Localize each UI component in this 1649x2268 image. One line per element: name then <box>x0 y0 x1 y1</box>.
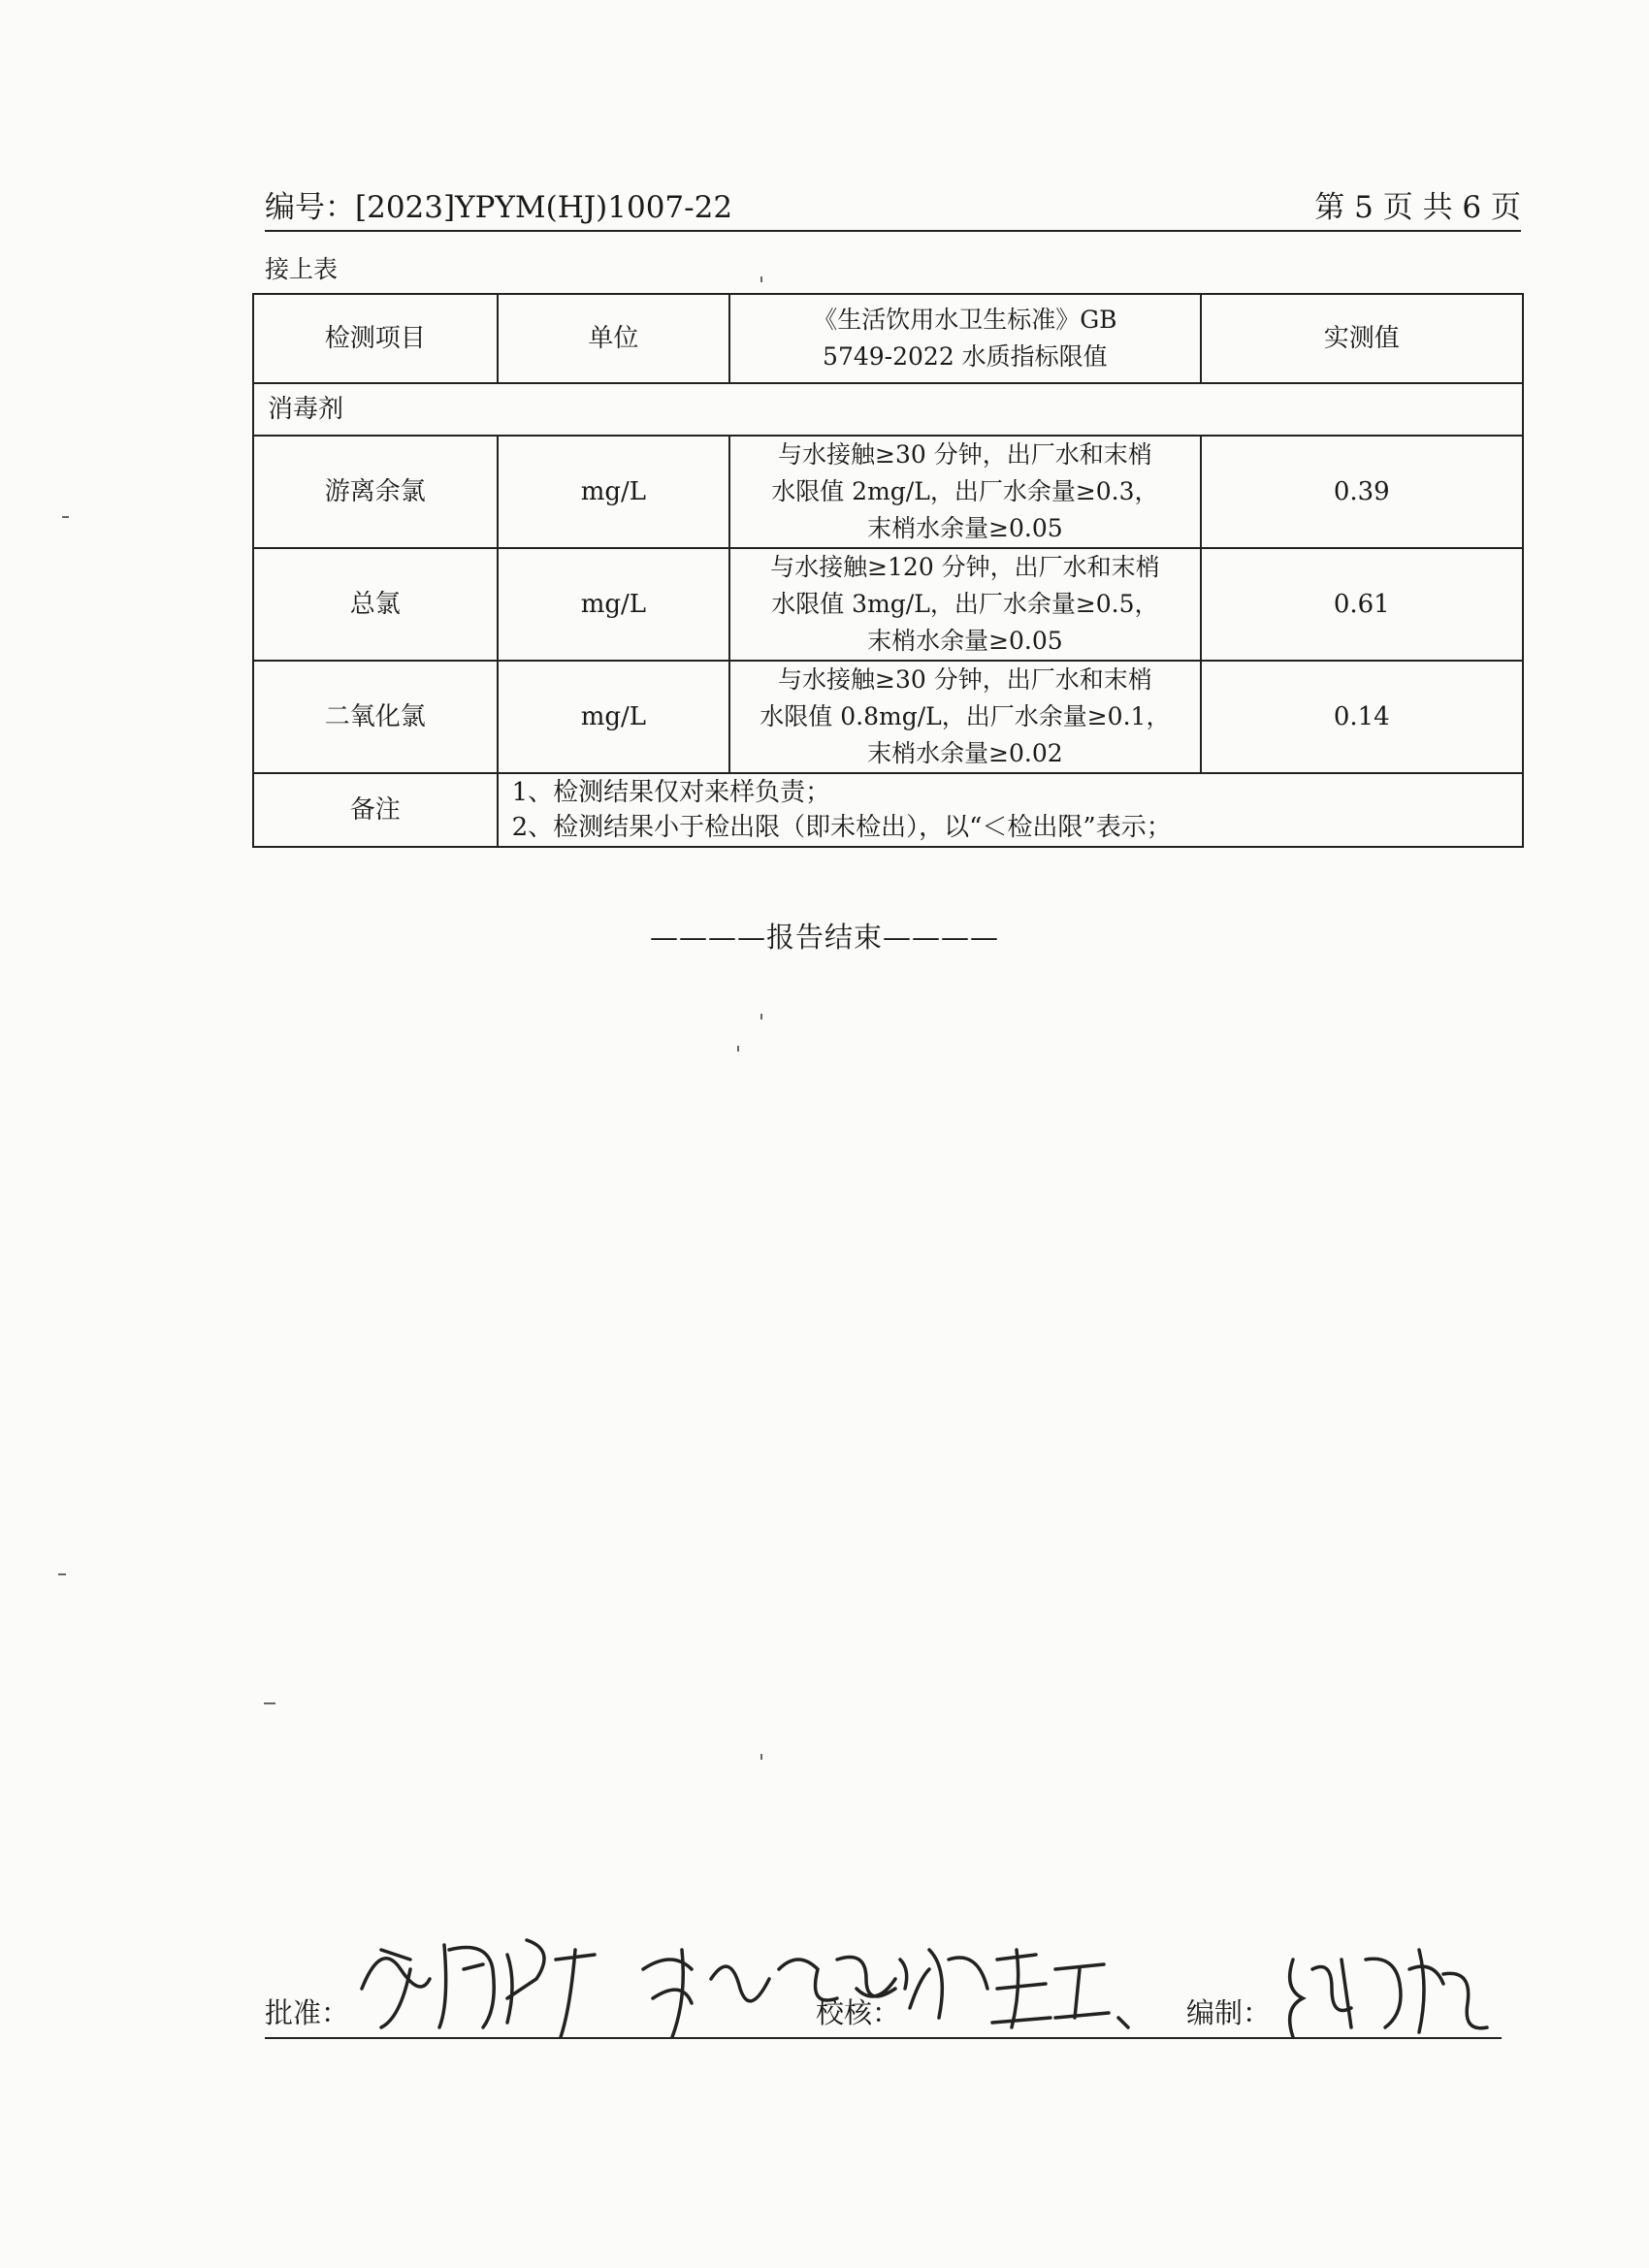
remarks-row <box>253 773 1523 847</box>
row-value: 0.39 <box>1201 436 1523 548</box>
header-unit: 单位 <box>498 294 730 383</box>
row-unit: mg/L <box>498 548 730 661</box>
remark-label: 备注 <box>253 773 498 847</box>
table-row <box>253 548 1523 661</box>
remark-line: 1、检测结果仅对来样负责； <box>511 778 831 807</box>
scan-speck <box>264 1702 275 1704</box>
row-standard: 与水接触≥120 分钟，出厂水和末梢 水限值 3mg/L，出厂水余量≥0.5， 末梢水余量≥0.05 <box>729 548 1200 661</box>
scan-speck <box>760 1754 762 1760</box>
results-table <box>252 293 1524 848</box>
row-item: 总氯 <box>253 548 498 661</box>
page-indicator: 第 5 页 共 6 页 <box>1314 190 1521 225</box>
scan-speck <box>737 1046 739 1052</box>
compile-signature <box>1274 1930 1497 2047</box>
scan-speck <box>760 276 762 282</box>
compile-label: 编制： <box>1186 1996 1272 2029</box>
section-row <box>253 383 1523 436</box>
row-value: 0.61 <box>1201 548 1523 661</box>
row-item: 二氧化氯 <box>253 661 498 773</box>
section-label: 消毒剂 <box>253 383 1523 436</box>
table-continued-note: 接上表 <box>265 255 339 283</box>
remark-line: 2、检测结果小于检出限（即未检出），以“＜检出限”表示； <box>511 813 1172 842</box>
row-unit: mg/L <box>498 661 730 773</box>
check-signature <box>890 1921 1143 2047</box>
scan-speck <box>760 1014 762 1020</box>
page-header <box>265 182 1521 232</box>
scan-speck <box>62 516 69 518</box>
approve-label: 批准： <box>265 1996 350 2029</box>
signature-block <box>265 1930 1502 2039</box>
scan-speck <box>58 1573 66 1575</box>
row-unit: mg/L <box>498 436 730 548</box>
row-standard: 与水接触≥30 分钟，出厂水和末梢 水限值 2mg/L，出厂水余量≥0.3， 末梢水余量≥0.05 <box>729 436 1200 548</box>
table-row <box>253 436 1523 548</box>
check-label: 校核： <box>816 1996 901 2029</box>
row-item: 游离余氯 <box>253 436 498 548</box>
row-value: 0.14 <box>1201 661 1523 773</box>
row-standard: 与水接触≥30 分钟，出厂水和末梢 水限值 0.8mg/L，出厂水余量≥0.1， 末梢水余量≥0.02 <box>729 661 1200 773</box>
report-number: 编号：[2023]YPYM(HJ)1007-22 <box>265 190 733 225</box>
remark-content <box>498 773 1523 847</box>
table-header-row <box>253 294 1523 383</box>
header-standard: 《生活饮用水卫生标准》GB 5749-2022 水质指标限值 <box>729 294 1200 383</box>
header-item: 检测项目 <box>253 294 498 383</box>
report-end-marker: ————报告结束———— <box>649 921 999 954</box>
header-value: 实测值 <box>1201 294 1523 383</box>
table-row <box>253 661 1523 773</box>
